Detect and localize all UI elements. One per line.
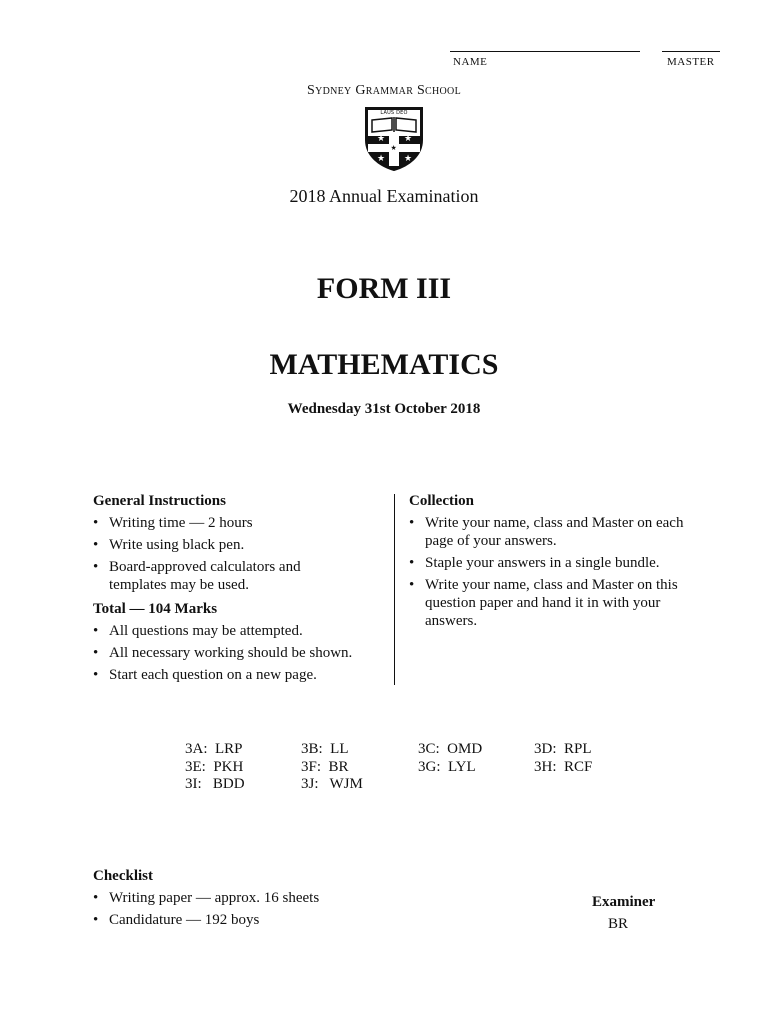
svg-text:★: ★ [404, 154, 413, 164]
class-entry: 3F: BR [301, 758, 349, 775]
school-crest-icon [364, 106, 424, 172]
class-entry: 3B: LL [301, 741, 349, 757]
svg-text:★: ★ [390, 144, 397, 152]
instruction-item: • Board-approved calculators and templates may be used. [93, 558, 329, 594]
checklist-heading: Checklist [93, 868, 153, 884]
collection-instructions [409, 492, 689, 634]
examiner-heading: Examiner [592, 894, 656, 910]
exam-date: Wednesday 31st October 2018 [287, 401, 481, 417]
class-entry: 3D: RPL [534, 741, 592, 757]
form-title: FORM III [316, 272, 452, 305]
class-entry: 3G: LYL [418, 758, 476, 775]
checklist [93, 867, 413, 933]
name-line [450, 51, 640, 52]
instruction-item: • Start each question on a new page. [93, 666, 383, 684]
general-instructions [93, 492, 383, 688]
instruction-item: • All questions may be attempted. [93, 622, 383, 640]
class-master-table [185, 741, 645, 797]
checklist-item: • Writing paper — approx. 16 sheets [93, 889, 413, 907]
class-entry: 3C: OMD [418, 741, 483, 757]
master-label: MASTER [667, 56, 715, 68]
examiner-name: BR [608, 916, 629, 932]
collection-item: • Write your name, class and Master on this question paper and hand it in with your answers. [409, 576, 689, 630]
school-name: Sydney Grammar School [307, 83, 461, 98]
instruction-item: • Write using black pen. [93, 536, 383, 554]
subject-title: MATHEMATICS [269, 348, 499, 381]
svg-text:★: ★ [404, 134, 413, 144]
general-heading: General Instructions [93, 493, 226, 509]
svg-text:★: ★ [377, 154, 386, 164]
crest-motto: LAUS DEO [380, 110, 408, 116]
class-entry: 3J: WJM [301, 776, 363, 792]
collection-heading: Collection [409, 493, 474, 509]
instruction-item: • All necessary working should be shown. [93, 644, 383, 662]
examiner-block [592, 893, 712, 933]
exam-title: 2018 Annual Examination [289, 186, 479, 206]
column-divider [394, 494, 395, 685]
checklist-item: • Candidature — 192 boys [93, 911, 413, 929]
collection-item: • Write your name, class and Master on each page of your answers. [409, 514, 689, 550]
class-entry: 3I: BDD [185, 776, 245, 792]
class-entry: 3E: PKH [185, 758, 244, 775]
name-label: NAME [453, 56, 488, 68]
class-entry: 3A: LRP [185, 741, 243, 757]
instruction-item: • Writing time — 2 hours [93, 514, 383, 532]
collection-item: • Staple your answers in a single bundle. [409, 554, 689, 572]
total-heading: Total — 104 Marks [93, 601, 218, 617]
svg-text:★: ★ [377, 134, 386, 144]
master-line [662, 51, 720, 52]
class-entry: 3H: RCF [534, 758, 593, 775]
